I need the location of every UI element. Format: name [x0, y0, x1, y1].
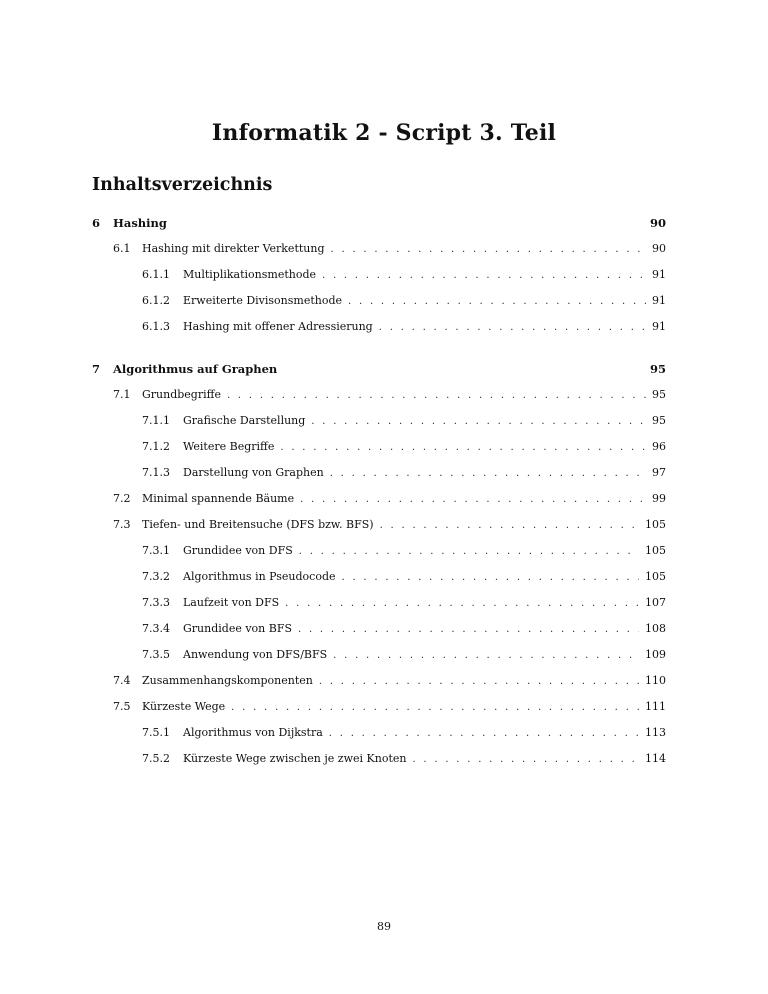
toc-entry-title: Minimal spannende Bäume: [142, 492, 295, 505]
toc-entry-page: 91: [652, 320, 666, 333]
toc-entry-number: 7.5.1: [142, 726, 170, 739]
dot-leader: [329, 725, 639, 743]
dot-leader: [330, 465, 646, 483]
toc-entry-number: 7.3: [113, 518, 131, 531]
toc-subsection-entry[interactable]: [0, 620, 768, 638]
toc-entry-page: 91: [652, 268, 666, 281]
toc-entry-number: 7.3.2: [142, 570, 170, 583]
toc-entry-title: Grafische Darstellung: [183, 414, 306, 427]
toc-entry-number: 7: [92, 362, 101, 376]
toc-entry-title: Hashing mit direkter Verkettung: [142, 242, 325, 255]
toc-entry-title: Weitere Begriffe: [183, 440, 275, 453]
toc-entry-page: 109: [645, 648, 666, 661]
toc-entry-number: 7.3.1: [142, 544, 170, 557]
toc-entry-title: Multiplikationsmethode: [183, 268, 317, 281]
dot-leader: [331, 241, 647, 259]
toc-entry-page: 110: [645, 674, 666, 687]
dot-leader: [285, 595, 639, 613]
dot-leader: [227, 387, 646, 405]
toc-entry-number: 7.3.3: [142, 596, 170, 609]
document-title: Informatik 2 - Script 3. Teil: [211, 120, 557, 146]
dot-leader: [311, 413, 646, 431]
toc-entry-title: Kürzeste Wege: [142, 700, 226, 713]
toc-entry-number: 7.1.2: [142, 440, 170, 453]
toc-entry-title: Hashing: [113, 216, 167, 230]
toc-section-entry[interactable]: [0, 698, 768, 716]
toc-entry-title: Zusammenhangskomponenten: [142, 674, 313, 687]
toc-entry-title: Algorithmus auf Graphen: [113, 362, 278, 376]
dot-leader: [380, 517, 639, 535]
toc-entry-number: 7.3.5: [142, 648, 170, 661]
toc-chapter-entry[interactable]: [0, 214, 768, 232]
toc-section-entry[interactable]: [0, 386, 768, 404]
toc-entry-page: 91: [652, 294, 666, 307]
toc-entry-page: 99: [652, 492, 666, 505]
toc-entry-page: 108: [645, 622, 666, 635]
toc-entry-page: 95: [652, 388, 666, 401]
toc-entry-number: 6.1: [113, 242, 131, 255]
dot-leader: [319, 673, 639, 691]
toc-subsection-entry[interactable]: [0, 750, 768, 768]
page-number: 89: [377, 920, 391, 933]
toc-entry-page: 105: [645, 518, 666, 531]
toc-subsection-entry[interactable]: [0, 568, 768, 586]
toc-section-entry[interactable]: [0, 240, 768, 258]
toc-entry-page: 111: [645, 700, 666, 713]
toc-entry-title: Grundidee von BFS: [183, 622, 293, 635]
toc-entry-page: 95: [649, 362, 666, 376]
toc-subsection-entry[interactable]: [0, 464, 768, 482]
toc-subsection-entry[interactable]: [0, 542, 768, 560]
toc-entry-page: 95: [652, 414, 666, 427]
dot-leader: [280, 439, 646, 457]
toc-entry-page: 97: [652, 466, 666, 479]
toc-entry-title: Kürzeste Wege zwischen je zwei Knoten: [183, 752, 407, 765]
toc-subsection-entry[interactable]: [0, 318, 768, 336]
toc-heading: Inhaltsverzeichnis: [92, 175, 273, 195]
toc-entry-page: 105: [645, 570, 666, 583]
toc-entry-page: 107: [645, 596, 666, 609]
toc-subsection-entry[interactable]: [0, 724, 768, 742]
toc-entry-title: Laufzeit von DFS: [183, 596, 280, 609]
toc-entry-page: 90: [652, 242, 666, 255]
toc-subsection-entry[interactable]: [0, 594, 768, 612]
dot-leader: [300, 491, 646, 509]
toc-entry-title: Algorithmus von Dijkstra: [183, 726, 323, 739]
toc-entry-title: Tiefen- und Breitensuche (DFS bzw. BFS): [142, 518, 374, 531]
toc-subsection-entry[interactable]: [0, 292, 768, 310]
toc-entry-page: 114: [645, 752, 666, 765]
toc-entry-number: 7.3.4: [142, 622, 170, 635]
toc-entry-number: 7.1.3: [142, 466, 170, 479]
toc-entry-number: 7.4: [113, 674, 131, 687]
toc-entry-title: Anwendung von DFS/BFS: [183, 648, 328, 661]
dot-leader: [333, 647, 639, 665]
toc-entry-number: 7.5.2: [142, 752, 170, 765]
dot-leader: [379, 319, 646, 337]
dot-leader: [299, 543, 639, 561]
toc-entry-number: 7.2: [113, 492, 131, 505]
toc-entry-number: 7.1.1: [142, 414, 170, 427]
dot-leader: [348, 293, 646, 311]
toc-entry-title: Darstellung von Graphen: [183, 466, 324, 479]
toc-entry-number: 7.5: [113, 700, 131, 713]
toc-entry-title: Algorithmus in Pseudocode: [183, 570, 336, 583]
toc-entry-page: 90: [649, 216, 666, 230]
toc-entry-title: Hashing mit offener Adressierung: [183, 320, 373, 333]
toc-entry-page: 96: [652, 440, 666, 453]
toc-entry-number: 6.1.1: [142, 268, 170, 281]
toc-subsection-entry[interactable]: [0, 412, 768, 430]
toc-entry-page: 105: [645, 544, 666, 557]
dot-leader: [412, 751, 639, 769]
toc-section-entry[interactable]: [0, 672, 768, 690]
toc-subsection-entry[interactable]: [0, 266, 768, 284]
toc-entry-number: 7.1: [113, 388, 131, 401]
toc-entry-title: Grundbegriffe: [142, 388, 221, 401]
toc-section-entry[interactable]: [0, 490, 768, 508]
dot-leader: [322, 267, 646, 285]
toc-entry-title: Grundidee von DFS: [183, 544, 293, 557]
toc-chapter-entry[interactable]: [0, 360, 768, 378]
toc-entry-number: 6.1.3: [142, 320, 170, 333]
dot-leader: [342, 569, 639, 587]
toc-subsection-entry[interactable]: [0, 438, 768, 456]
toc-entry-number: 6.1.2: [142, 294, 170, 307]
toc-entry-page: 113: [645, 726, 666, 739]
toc-subsection-entry[interactable]: [0, 646, 768, 664]
dot-leader: [298, 621, 639, 639]
toc-entry-title: Erweiterte Divisonsmethode: [183, 294, 343, 307]
toc-section-entry[interactable]: [0, 516, 768, 534]
toc-entry-number: 6: [92, 216, 101, 230]
dot-leader: [231, 699, 639, 717]
